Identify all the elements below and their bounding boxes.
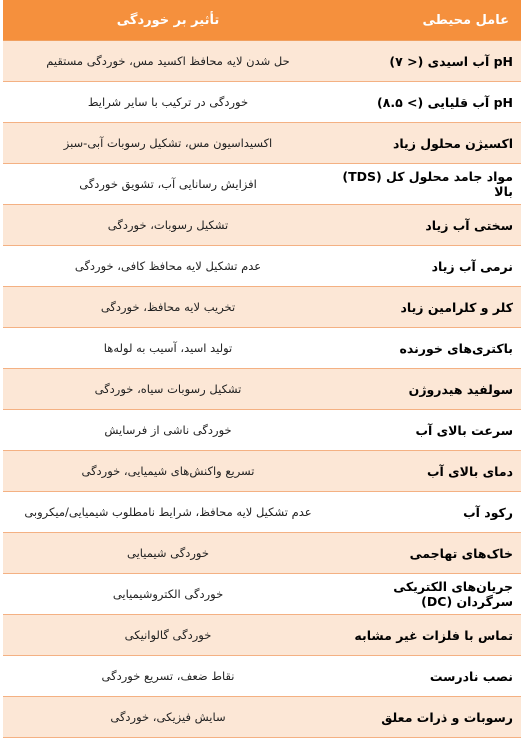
table-row xyxy=(3,615,521,656)
effect-cell: حل شدن لایه محافظ اکسید مس، خوردگی مستقیم xyxy=(3,41,333,82)
table-row xyxy=(3,492,521,533)
effect-cell: سایش فیزیکی، خوردگی xyxy=(3,697,333,738)
effect-cell: عدم تشکیل لایه محافظ کافی، خوردگی xyxy=(3,246,333,287)
table-row xyxy=(3,451,521,492)
factor-cell: اکسیژن محلول زیاد xyxy=(333,123,521,164)
effect-cell: تشکیل رسوبات، خوردگی xyxy=(3,205,333,246)
table-row xyxy=(3,82,521,123)
corrosion-factors-table xyxy=(3,0,521,738)
factor-cell: جریان‌های الکتریکی سرگردان (DC) xyxy=(333,574,521,615)
table-row xyxy=(3,41,521,82)
table-row xyxy=(3,328,521,369)
effect-cell: خوردگی الکتروشیمیایی xyxy=(3,574,333,615)
table-row xyxy=(3,533,521,574)
factor-cell: رسوبات و ذرات معلق xyxy=(333,697,521,738)
effect-cell: نقاط ضعف، تسریع خوردگی xyxy=(3,656,333,697)
header-effect: تأثیر بر خوردگی xyxy=(3,0,333,41)
effect-cell: خوردگی در ترکیب با سایر شرایط xyxy=(3,82,333,123)
factor-cell: pH آب قلیایی (> ۸.۵) xyxy=(333,82,521,123)
effect-cell: عدم تشکیل لایه محافظ، شرایط نامطلوب شیمیایی/میکروبی xyxy=(3,492,333,533)
table-row xyxy=(3,123,521,164)
effect-cell: تشکیل رسوبات سیاه، خوردگی xyxy=(3,369,333,410)
table-row xyxy=(3,697,521,738)
header-factor: عامل محیطی xyxy=(333,0,521,41)
effect-cell: خوردگی شیمیایی xyxy=(3,533,333,574)
factor-cell: خاک‌های تهاجمی xyxy=(333,533,521,574)
effect-cell: خوردگی ناشی از فرسایش xyxy=(3,410,333,451)
effect-cell: افزایش رسانایی آب، تشویق خوردگی xyxy=(3,164,333,205)
factor-cell: نرمی آب زیاد xyxy=(333,246,521,287)
factor-cell: نصب نادرست xyxy=(333,656,521,697)
factor-cell: pH آب اسیدی (< ۷) xyxy=(333,41,521,82)
factor-cell: تماس با فلزات غیر مشابه xyxy=(333,615,521,656)
effect-cell: تسریع واکنش‌های شیمیایی، خوردگی xyxy=(3,451,333,492)
factor-cell: باکتری‌های خورنده xyxy=(333,328,521,369)
factor-cell: سختی آب زیاد xyxy=(333,205,521,246)
factor-cell: سولفید هیدروژن xyxy=(333,369,521,410)
factor-cell: سرعت بالای آب xyxy=(333,410,521,451)
effect-cell: اکسیداسیون مس، تشکیل رسوبات آبی-سبز xyxy=(3,123,333,164)
effect-cell: تخریب لایه محافظ، خوردگی xyxy=(3,287,333,328)
table-header-row xyxy=(3,0,521,41)
effect-cell: خوردگی گالوانیکی xyxy=(3,615,333,656)
table-row xyxy=(3,656,521,697)
table-row xyxy=(3,164,521,205)
effect-cell: تولید اسید، آسیب به لوله‌ها xyxy=(3,328,333,369)
table-row xyxy=(3,246,521,287)
factor-cell: کلر و کلرامین زیاد xyxy=(333,287,521,328)
table-row xyxy=(3,574,521,615)
table-row xyxy=(3,287,521,328)
table-body xyxy=(3,41,521,738)
factor-cell: رکود آب xyxy=(333,492,521,533)
table-row xyxy=(3,410,521,451)
factor-cell: مواد جامد محلول کل (TDS) بالا xyxy=(333,164,521,205)
table-row xyxy=(3,205,521,246)
corrosion-factors-table-container xyxy=(3,0,521,734)
table-row xyxy=(3,369,521,410)
factor-cell: دمای بالای آب xyxy=(333,451,521,492)
